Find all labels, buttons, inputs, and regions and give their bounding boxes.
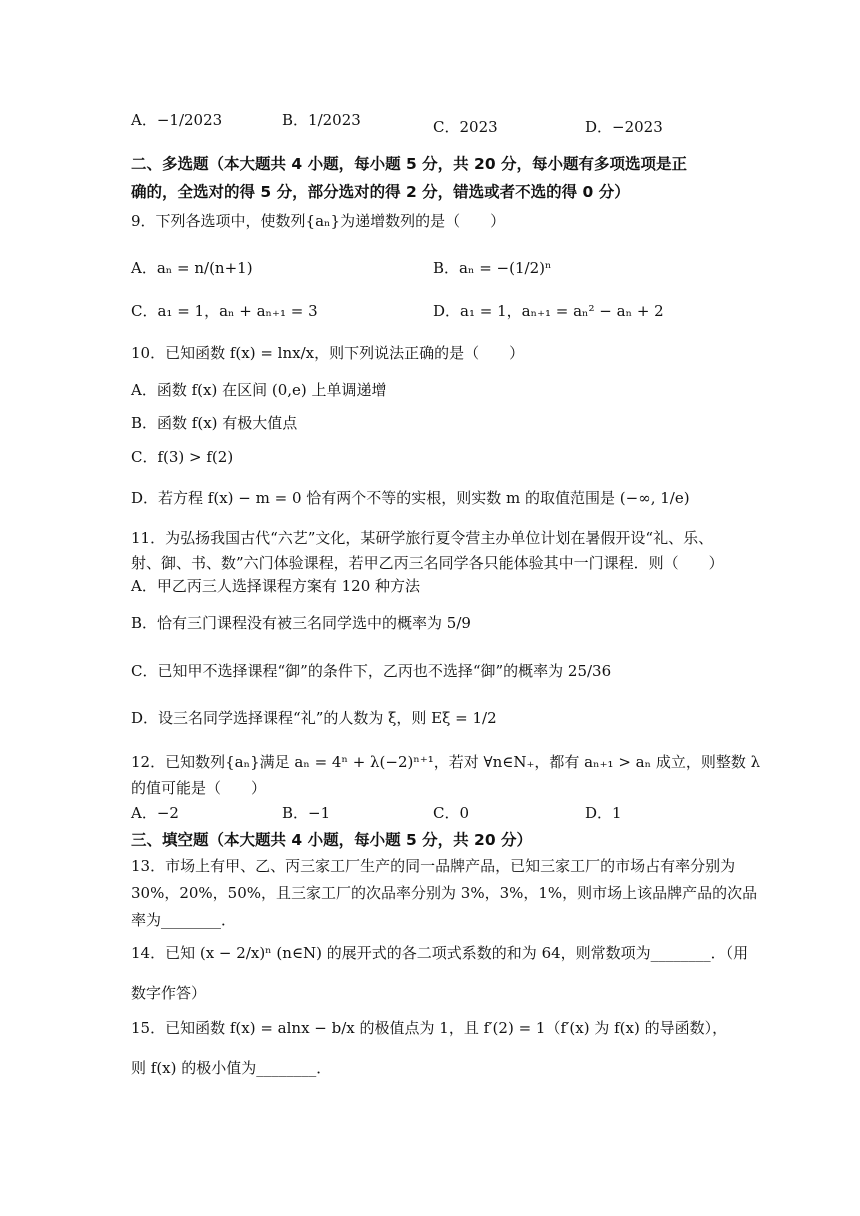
q13-line3: 率为________． [131, 911, 237, 929]
q8-option-a [131, 109, 222, 131]
q12-option-a: A．−2 [131, 804, 179, 822]
q12-stem-line2: 的值可能是（ ） [131, 779, 267, 797]
q8-option-c [433, 116, 498, 138]
q10-option-b: B．函数 f(x) 有极大值点 [131, 414, 298, 432]
q8-option-d-text: D．−2023 [585, 118, 663, 136]
q13-line2: 30%，20%，50%，且三家工厂的次品率分别为 3%，3%，1%，则市场上该品牌产品的次品 [131, 884, 758, 902]
q10-stem: 10．已知函数 f(x) = lnx/x，则下列说法正确的是（ ） [131, 344, 525, 362]
section3-heading: 三、填空题（本大题共 4 小题，每小题 5 分，共 20 分） [131, 831, 533, 849]
q15-line2: 则 f(x) 的极小值为________． [131, 1059, 332, 1077]
q8-option-b [282, 109, 361, 131]
q10-option-c: C．f(3) > f(2) [131, 448, 234, 466]
q13-line1: 13．市场上有甲、乙、丙三家工厂生产的同一品牌产品，已知三家工厂的市场占有率分别为 [131, 857, 736, 875]
q11-stem-line2: 射、御、书、数”六门体验课程，若甲乙丙三名同学各只能体验其中一门课程．则（ ） [131, 554, 724, 572]
section2-heading-line2: 确的，全选对的得 5 分，部分选对的得 2 分，错选或者不选的得 0 分） [131, 183, 630, 201]
q8-option-b-text: B．1/2023 [282, 111, 361, 129]
q12-option-c: C．0 [433, 804, 470, 822]
q9-option-c: C．a₁ = 1，aₙ + aₙ₊₁ = 3 [131, 302, 318, 320]
q11-stem-line1: 11．为弘扬我国古代“六艺”文化，某研学旅行夏令营主办单位计划在暑假开设“礼、乐、 [131, 529, 714, 547]
q10-option-a: A．函数 f(x) 在区间 (0,e) 上单调递增 [131, 381, 387, 399]
section2-heading-line1: 二、多选题（本大题共 4 小题，每小题 5 分，共 20 分，每小题有多项选项是正 [131, 155, 688, 173]
q14-line2: 数字作答） [131, 984, 207, 1002]
q8-option-a-text: A．−1/2023 [131, 111, 223, 129]
q8-option-c-text: C．2023 [433, 118, 498, 136]
q8-option-d [585, 116, 663, 138]
q15-line1: 15．已知函数 f(x) = alnx − b/x 的极值点为 1，且 f′(2) = 1（f′(x) 为 f(x) 的导函数）， [131, 1019, 728, 1037]
q9-option-a: A．aₙ = n/(n+1) [131, 259, 253, 277]
q9-option-d: D．a₁ = 1，aₙ₊₁ = aₙ² − aₙ + 2 [433, 302, 664, 320]
q12-option-d: D．1 [585, 804, 622, 822]
q11-option-d: D．设三名同学选择课程“礼”的人数为 ξ，则 Eξ = 1/2 [131, 709, 497, 727]
q9-option-b: B．aₙ = −(1/2)ⁿ [433, 259, 552, 277]
q11-option-c: C．已知甲不选择课程“御”的条件下，乙丙也不选择“御”的概率为 25/36 [131, 662, 612, 680]
q12-stem-line1: 12．已知数列{aₙ}满足 aₙ = 4ⁿ + λ(−2)ⁿ⁺¹，若对 ∀n∈N₊，都有 aₙ₊₁ > aₙ 成立，则整数 λ [131, 753, 761, 771]
q9-stem: 9．下列各选项中，使数列{aₙ}为递增数列的是（ ） [131, 212, 506, 230]
q12-option-b: B．−1 [282, 804, 331, 822]
q10-option-d: D．若方程 f(x) − m = 0 恰有两个不等的实根，则实数 m 的取值范围是 (−∞, 1/e) [131, 489, 690, 507]
q11-option-b: B．恰有三门课程没有被三名同学选中的概率为 5/9 [131, 614, 471, 632]
q14-line1: 14．已知 (x − 2/x)ⁿ (n∈N) 的展开式的各二项式系数的和为 64，则常数项为________．（用 [131, 944, 749, 962]
q11-option-a: A．甲乙丙三人选择课程方案有 120 种方法 [131, 577, 421, 595]
